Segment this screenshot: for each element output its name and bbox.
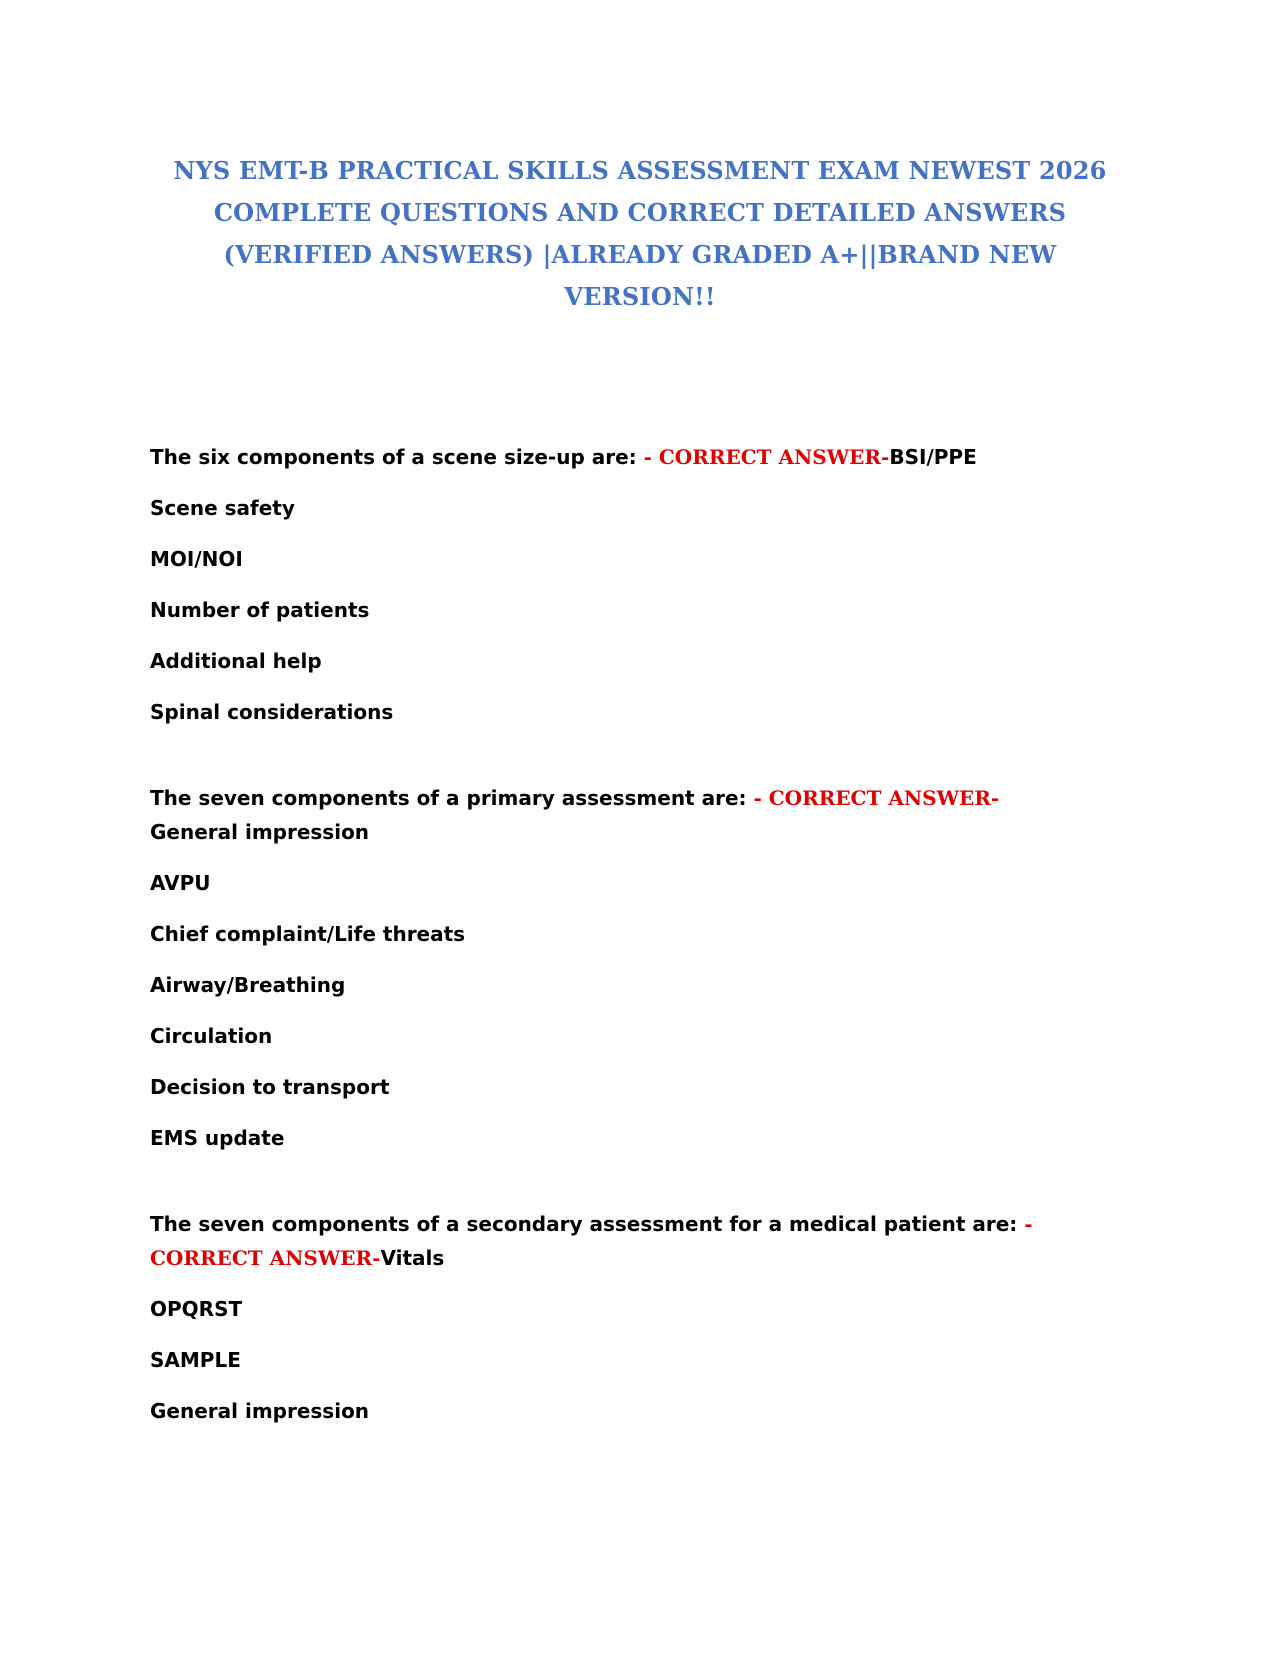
question-line	[150, 781, 1080, 849]
document-body	[150, 440, 1080, 1480]
answer-item: Decision to transport	[150, 1075, 390, 1099]
answer-item: Circulation	[150, 1024, 273, 1048]
qa-block-secondary-assessment	[150, 1207, 1080, 1428]
answer-item: EMS update	[150, 1126, 285, 1150]
correct-answer-marker: - CORRECT ANSWER-	[753, 786, 1000, 810]
qa-block-primary-assessment	[150, 781, 1080, 1155]
question-text: The seven components of a primary assessment are:	[150, 786, 754, 810]
answer-item: Number of patients	[150, 598, 370, 622]
answer-text: BSI/PPE	[889, 445, 977, 469]
document-title: NYS EMT-B PRACTICAL SKILLS ASSESSMENT EXAM NEWEST 2026 COMPLETE QUESTIONS AND CORRECT DETAILED ANSWERS (VERIFIED ANSWERS) |ALREADY GRADED A+||BRAND NEW VERSION!!	[173, 156, 1107, 311]
answer-item: Chief complaint/Life threats	[150, 922, 466, 946]
answer-item: Airway/Breathing	[150, 973, 346, 997]
answer-text: Vitals	[380, 1246, 445, 1270]
question-line	[150, 1207, 1080, 1275]
answer-item: Scene safety	[150, 496, 295, 520]
question-text: The seven components of a secondary assessment for a medical patient are:	[150, 1212, 1025, 1236]
answer-item: Spinal considerations	[150, 700, 394, 724]
answer-item: MOI/NOI	[150, 547, 243, 571]
question-text: The six components of a scene size-up are:	[150, 445, 644, 469]
question-line	[150, 440, 1080, 474]
answer-item: General impression	[150, 1399, 370, 1423]
answer-item: Additional help	[150, 649, 322, 673]
answer-item: OPQRST	[150, 1297, 243, 1321]
answer-item: SAMPLE	[150, 1348, 241, 1372]
answer-item: AVPU	[150, 871, 211, 895]
correct-answer-marker: - CORRECT ANSWER-	[643, 445, 890, 469]
qa-block-scene-size-up	[150, 440, 1080, 729]
correct-answer-marker: - CORRECT ANSWER-	[150, 1212, 1033, 1270]
answer-text: General impression	[150, 820, 370, 844]
